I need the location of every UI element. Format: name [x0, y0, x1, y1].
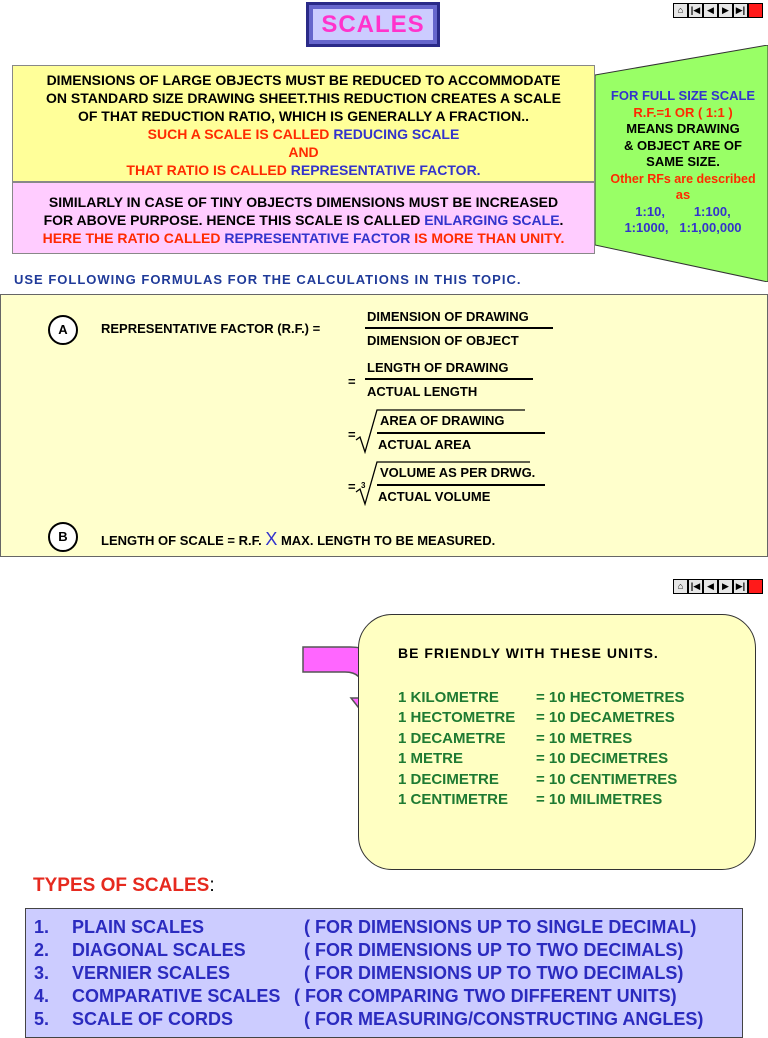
units-list: [398, 688, 685, 810]
formula-b-badge: B: [48, 522, 78, 552]
length-of-scale-formula: [101, 529, 495, 550]
formula-a-badge: A: [48, 315, 78, 345]
types-heading: [33, 875, 215, 897]
formula-heading: USE FOLLOWING FORMULAS FOR THE CALCULATIONS IN THIS TOPIC.: [14, 272, 522, 287]
item-number: 2.: [34, 940, 50, 960]
unit-right: = 10 DECIMETRES: [536, 750, 669, 768]
unit-right: = 10 DECAMETRES: [536, 709, 675, 727]
intro-line: [13, 125, 594, 143]
item-desc: ( FOR DIMENSIONS UP TO SINGLE DECIMAL): [304, 917, 697, 937]
equals-sign: =: [348, 427, 356, 442]
reducing-scale-term: REDUCING SCALE: [333, 126, 460, 142]
callout-line: MEANS DRAWING: [626, 121, 740, 136]
types-heading-colon: :: [209, 875, 215, 896]
f1-denominator: DIMENSION OF OBJECT: [367, 333, 519, 348]
next-icon[interactable]: ▶: [718, 579, 733, 594]
unit-left: 1 DECAMETRE: [398, 729, 506, 747]
item-number: 5.: [34, 1009, 50, 1029]
last-icon[interactable]: ▶|: [733, 3, 748, 18]
intro-line: ON STANDARD SIZE DRAWING SHEET.THIS REDUCTION CREATES A SCALE: [46, 90, 561, 106]
rf-term: REPRESENTATIVE FACTOR: [224, 230, 411, 246]
stop-icon[interactable]: [748, 579, 763, 594]
multiply-sign: X: [265, 529, 278, 549]
equals-sign: =: [348, 374, 356, 389]
enlarge-text: .: [559, 212, 564, 228]
prev-icon[interactable]: ◀: [703, 579, 718, 594]
formula-text: MAX. LENGTH TO BE MEASURED.: [277, 533, 496, 548]
rf-label: REPRESENTATIVE FACTOR (R.F.) =: [101, 321, 321, 336]
page-title: SCALES: [313, 9, 433, 40]
unit-row: [398, 708, 685, 728]
unit-row: [398, 688, 685, 708]
callout-line: FOR FULL SIZE SCALE: [610, 88, 756, 103]
callout-line: & OBJECT ARE OF: [624, 137, 742, 153]
callout-line: 1:1000, 1:1,00,000: [624, 220, 742, 235]
f2-numerator: LENGTH OF DRAWING: [367, 360, 509, 375]
intro-line: OF THAT REDUCTION RATIO, WHICH IS GENERALLY A FRACTION..: [77, 108, 530, 124]
rf-term: REPRESENTATIVE FACTOR.: [290, 162, 481, 178]
item-desc: ( FOR DIMENSIONS UP TO TWO DECIMALS): [304, 940, 684, 960]
unit-left: 1 CENTIMETRE: [398, 791, 509, 809]
intro-text: THAT RATIO IS CALLED: [126, 162, 291, 178]
list-item: [34, 916, 696, 939]
next-icon[interactable]: ▶: [718, 3, 733, 18]
item-number: 4.: [34, 986, 50, 1006]
unit-row: [398, 729, 685, 749]
intro-line: [13, 161, 594, 179]
enlarge-text: FOR ABOVE PURPOSE. HENCE THIS SCALE IS CALLED: [43, 212, 425, 228]
reducing-scale-panel: [12, 65, 595, 182]
first-icon[interactable]: |◀: [688, 3, 703, 18]
types-panel: [25, 908, 743, 1038]
callout-line: Other RFs are described: [610, 171, 756, 186]
formula-text: LENGTH OF SCALE = R.F.: [101, 533, 266, 548]
intro-line: DIMENSIONS OF LARGE OBJECTS MUST BE REDUCED TO ACCOMMODATE: [46, 72, 561, 88]
enlarging-scale-panel: [12, 182, 595, 254]
list-item: [34, 962, 683, 985]
f3-denominator: ACTUAL AREA: [378, 437, 472, 452]
unit-left: 1 KILOMETRE: [398, 689, 499, 706]
nav-toolbar-bottom: [673, 579, 763, 594]
intro-line: AND: [288, 144, 319, 160]
unit-right: = 10 CENTIMETRES: [536, 770, 678, 788]
item-name: VERNIER SCALES: [72, 963, 231, 983]
unit-left: 1 METRE: [398, 750, 464, 768]
unit-row: [398, 790, 685, 810]
unit-row: [398, 749, 685, 769]
title-box: [306, 2, 440, 47]
item-desc: ( FOR DIMENSIONS UP TO TWO DECIMALS): [304, 963, 684, 983]
item-name: DIAGONAL SCALES: [72, 940, 246, 960]
fraction-bar: [365, 327, 553, 329]
unit-right: = 10 METRES: [536, 729, 633, 747]
unit-right: = 10 MILIMETRES: [536, 791, 663, 809]
item-desc: ( FOR COMPARING TWO DIFFERENT UNITS): [294, 986, 677, 1006]
stop-icon[interactable]: [748, 3, 763, 18]
unit-left: 1 HECTOMETRE: [398, 709, 516, 727]
prev-icon[interactable]: ◀: [703, 3, 718, 18]
callout-line: as: [675, 187, 691, 202]
callout-line: 1:10, 1:100,: [635, 203, 731, 219]
f4-numerator: VOLUME AS PER DRWG.: [380, 465, 536, 480]
home-icon[interactable]: ⌂: [673, 3, 688, 18]
list-item: [34, 939, 683, 962]
equals-sign: =: [348, 479, 356, 494]
home-icon[interactable]: ⌂: [673, 579, 688, 594]
f3-numerator: AREA OF DRAWING: [380, 413, 505, 428]
enlarge-text: IS MORE THAN UNITY.: [410, 230, 565, 246]
item-desc: ( FOR MEASURING/CONSTRUCTING ANGLES): [304, 1009, 704, 1029]
list-item: [34, 1008, 703, 1031]
item-number: 3.: [34, 963, 50, 983]
nav-toolbar-top: [673, 3, 763, 18]
enlarge-line: [13, 229, 594, 247]
list-item: [34, 985, 677, 1008]
intro-text: SUCH A SCALE IS CALLED: [147, 126, 334, 142]
enlarging-scale-term: ENLARGING SCALE: [424, 212, 560, 228]
f4-denominator: ACTUAL VOLUME: [378, 489, 491, 504]
item-number: 1.: [34, 917, 50, 937]
cube-root-index: 3: [361, 481, 366, 490]
callout-line: R.F.=1 OR ( 1:1 ): [633, 104, 733, 120]
item-name: SCALE OF CORDS: [72, 1009, 234, 1029]
unit-right: = 10 HECTOMETRES: [536, 689, 685, 706]
item-name: PLAIN SCALES: [72, 917, 205, 937]
unit-row: [398, 770, 685, 790]
types-heading-text: TYPES OF SCALES: [33, 875, 210, 896]
first-icon[interactable]: |◀: [688, 579, 703, 594]
unit-left: 1 DECIMETRE: [398, 770, 499, 788]
enlarge-text: HERE THE RATIO CALLED: [42, 230, 225, 246]
units-heading: BE FRIENDLY WITH THESE UNITS.: [398, 645, 659, 661]
enlarge-line: SIMILARLY IN CASE OF TINY OBJECTS DIMENSIONS MUST BE INCREASED: [48, 194, 559, 210]
full-size-callout: [598, 88, 768, 237]
f2-denominator: ACTUAL LENGTH: [367, 384, 478, 399]
enlarge-line: [13, 211, 594, 229]
f1-numerator: DIMENSION OF DRAWING: [367, 309, 529, 324]
fraction-bar: [365, 378, 533, 380]
item-name: COMPARATIVE SCALES: [72, 986, 281, 1006]
callout-line: SAME SIZE.: [646, 154, 720, 169]
last-icon[interactable]: ▶|: [733, 579, 748, 594]
